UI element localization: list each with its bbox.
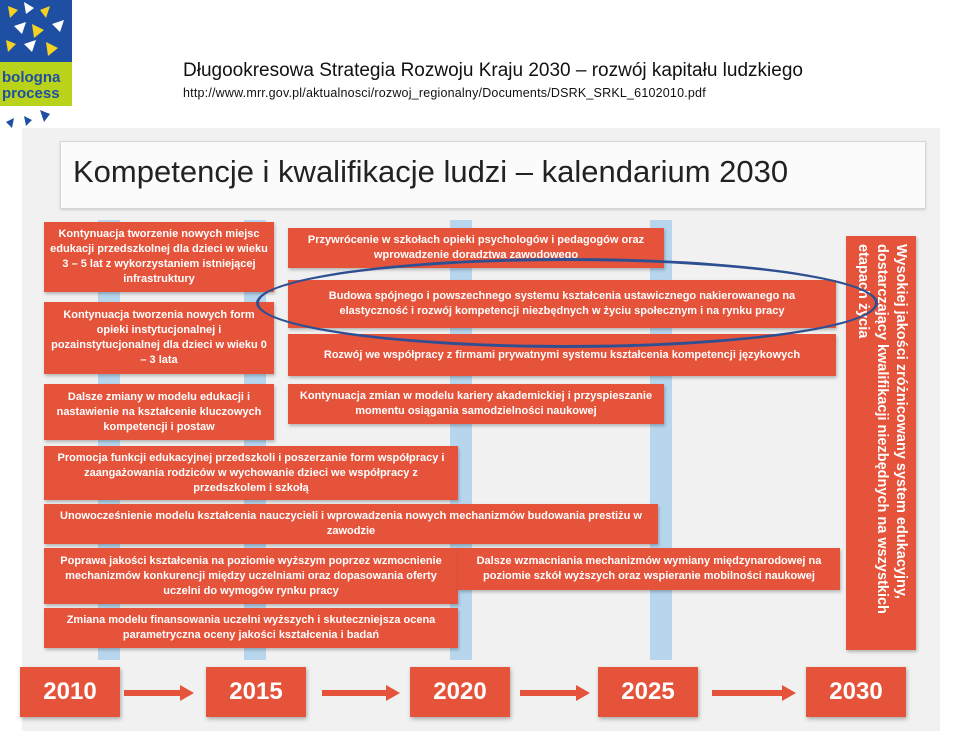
box-model-edukacji: Dalsze zmiany w modelu edukacji i nastawienie na kształcenie kluczowych kompetencji i postaw [44, 384, 274, 440]
year-2030: 2030 [806, 667, 906, 717]
box-ksztalcenie-nauczycieli: Unowocześnienie modelu kształcenia nauczycieli i wprowadzenia nowych mechanizmów budowania prestiżu w zawodzie [44, 504, 658, 544]
box-przedszkola-wspolpraca: Promocja funkcji edukacyjnej przedszkoli i poszerzanie form współpracy i zaangażowania rodziców w wychowanie dzieci we współpracy z przedszkolem i szkołą [44, 446, 458, 500]
box-opieka-psychologow: Przywrócenie w szkołach opieki psychologów i pedagogów oraz wprowadzenie doradztwa zawodowego [288, 228, 664, 268]
page-title: Długookresowa Strategia Rozwoju Kraju 2030 – rozwój kapitału ludzkiego [183, 60, 803, 81]
box-wymiana-miedzynarodowa: Dalsze wzmacniania mechanizmów wymiany międzynarodowej na poziomie szkół wyższych oraz wspieranie mobilności naukowej [458, 548, 840, 590]
source-url: http://www.mrr.gov.pl/aktualnosci/rozwoj_regionalny/Documents/DSRK_SRKL_6102010.pdf [183, 86, 706, 100]
box-jakosc-ksztalcenia-wyzsze: Poprawa jakości kształcenia na poziomie wyższym poprzez wzmocnienie mechanizmów konkurencji między uczelniami oraz dopasowania oferty uczelni do wymogów rynku pracy [44, 548, 458, 604]
vertical-goal-text: Wysokiej jakości zróżnicowany system edukacyjny, dostarczający kwalifikacji niezbędnych na wszystkich etapach życia [855, 244, 909, 614]
box-finansowanie-uczelni: Zmiana modelu finansowania uczelni wyższych i skuteczniejsza ocena parametryczna oceny jakości kształcenia i badań [44, 608, 458, 648]
arrow-right-icon [520, 683, 592, 703]
logo-star-pattern [0, 0, 72, 62]
year-2015: 2015 [206, 667, 306, 717]
arrow-right-icon [322, 683, 402, 703]
logo-text-line2: process [2, 85, 60, 102]
box-kompetencje-jezykowe: Rozwój we współpracy z firmami prywatnymi systemu kształcenia kompetencji językowych [288, 334, 836, 376]
logo-text-line1: bologna [2, 69, 61, 86]
arrow-right-icon [124, 683, 196, 703]
arrow-right-icon [712, 683, 798, 703]
box-kariera-akademicka: Kontynuacja zmian w modelu kariery akademickiej i przyspieszanie momentu osiągania samodzielności naukowej [288, 384, 664, 424]
year-2020: 2020 [410, 667, 510, 717]
slide-heading-banner [60, 141, 926, 209]
bologna-process-logo [0, 0, 78, 134]
box-opieka-0-3: Kontynuacja tworzenia nowych form opieki instytucjonalnej i pozainstytucjonalnej dla dzieci w wieku 0 – 3 lata [44, 302, 274, 374]
highlight-ellipse [256, 258, 878, 348]
box-ksztalcenie-ustawiczne: Budowa spójnego i powszechnego systemu kształcenia ustawicznego nakierowanego na elastyczność i rozwój kompetencji niezbędnych w życiu społecznym i na rynku pracy [288, 280, 836, 328]
year-2025: 2025 [598, 667, 698, 717]
year-2010: 2010 [20, 667, 120, 717]
box-przedszkola-3-5: Kontynuacja tworzenie nowych miejsc edukacji przedszkolnej dla dzieci w wieku 3 – 5 lat z wykorzystaniem istniejącej infrastruktury [44, 222, 274, 292]
slide-heading: Kompetencje i kwalifikacje ludzi – kalendarium 2030 [73, 154, 789, 189]
